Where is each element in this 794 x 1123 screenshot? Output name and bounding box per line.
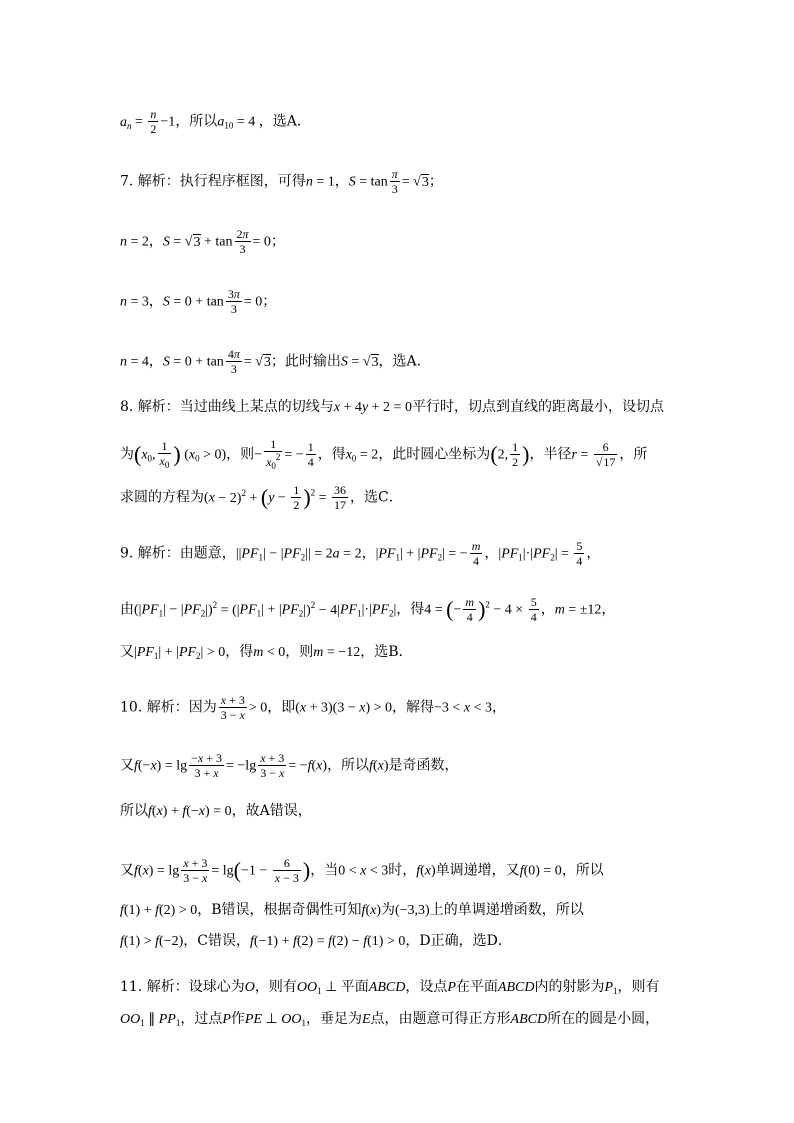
text-segment: ，B错误，根据奇偶性可知 — [197, 902, 362, 918]
text-line: 10. 解析：因为 $\frac{x + 3}{3 - x}$ > 0，即(x + 3)(3 − x) > 0，解得−3 < x < 3， — [120, 693, 506, 722]
text-segment: ，所以 — [561, 862, 604, 879]
text-segment: ； — [270, 233, 285, 250]
text-segment: 又 — [120, 862, 134, 879]
text-line: 又$|PF_1| + |PF_2| > 0$，得m < 0，则m = −12，选B． — [120, 644, 413, 661]
text-segment: 7. 解析：执行程序框图，可得 — [120, 173, 306, 190]
text-segment: 在平面 — [455, 979, 498, 995]
text-segment: ，当 — [310, 862, 339, 879]
text-segment: 为 — [381, 902, 395, 918]
text-segment: ； — [262, 293, 277, 310]
text-segment: ， — [601, 601, 616, 618]
text-segment: ，所以 — [175, 113, 218, 130]
text-line: 为($x_0$, $\frac{1}{x_0}$ ) $(x_0 > 0)$，则− $\frac{1}{x_0^2}$ = − $\frac{1}{4}$ ，得$x_0 = 2$，此时圆心坐标为(2, $\frac{1}{2}$ )，半径r = $\frac{6}{√17}$ ，所 — [120, 437, 648, 471]
text-segment: 单调递增，又 — [435, 862, 520, 879]
text-segment: ，选B． — [360, 644, 413, 660]
text-line: $OO_1$ ∥ $PP_1$，过点P作PE ⊥ $OO_1$，垂足为E点，由题意可得正方形ABCD所在的圆是小圆， — [120, 1011, 660, 1028]
text-segment: 9. 解析：由题意， — [120, 545, 236, 562]
text-segment: ，选A． — [378, 353, 431, 370]
text-line: 又f(x) = lg $\frac{x + 3}{3 - x}$ = lg(−1 − $\frac{6}{x - 3}$ )，当0 < x < 3时，f(x)单调递增，又f(0) = 0，所以 — [120, 856, 604, 885]
text-segment: 是奇函数， — [388, 757, 459, 774]
text-segment: 又 — [120, 644, 134, 660]
text-segment: ， — [586, 545, 601, 562]
text-segment: 11. 解析：设球心为 — [120, 979, 245, 995]
text-segment: 时， — [388, 862, 417, 879]
text-segment: ，解得 — [392, 699, 435, 716]
text-segment: 由 — [120, 601, 134, 618]
text-segment: ，得 — [317, 446, 346, 463]
text-segment: ，D正确，选D． — [405, 933, 512, 949]
text-segment: ，所 — [619, 446, 648, 463]
text-segment: ，则有 — [617, 979, 660, 995]
text-line: 由$(|PF_1| - |PF_2|)^2 = (|PF_1| + |PF_2|)^2 - 4|PF_1|\cdot|PF_2|$，得4 = (− $\frac{m}{4}$ )$^2$ − 4 × $\frac{5}{4}$ ，m = ±12， — [120, 595, 616, 624]
text-segment: ，所以 — [327, 757, 370, 774]
text-line: 7. 解析：执行程序框图，可得n = 1，S = tan $\frac{\pi}{3}$ = √3； — [120, 167, 443, 196]
text-segment: ，得 — [225, 644, 254, 660]
text-line: 又f(−x) = lg $\frac{-x + 3}{3 + x}$ = −lg $\frac{x + 3}{3 - x}$ = −f(x)，所以f(x)是奇函数， — [120, 751, 459, 780]
text-segment: 为 — [120, 446, 134, 463]
text-segment: 又 — [120, 757, 134, 774]
text-segment: ，垂足为 — [305, 1011, 362, 1027]
text-segment: ； — [428, 173, 443, 190]
text-segment: 内的射影为 — [534, 979, 605, 995]
text-segment: ，设点 — [405, 979, 448, 995]
text-segment: ，C错误， — [183, 933, 250, 949]
text-segment: ，故A错误， — [231, 803, 312, 819]
text-segment: ，半径 — [529, 446, 572, 463]
text-line: 9. 解析：由题意，$||PF_1| - |PF_2|| = 2a = 2$，$|PF_1| + |PF_2|$ = − $\frac{m}{4}$ ，$|PF_1|\cdot|PF_2|$ = $\frac{5}{4}$ ， — [120, 539, 601, 568]
text-segment: ，则 — [285, 644, 314, 660]
text-line: 11. 解析：设球心为O，则有$OO_1$ ⊥ 平面ABCD，设点P在平面ABCD内的射影为$P_1$，则有 — [120, 979, 660, 996]
text-segment: 平面 — [340, 979, 369, 995]
text-line: 所以f(x) + f(−x) = 0，故A错误， — [120, 803, 312, 819]
text-segment: 所在的圆是小圆， — [547, 1011, 660, 1027]
text-segment: ，此时圆心坐标为 — [378, 446, 491, 463]
text-line: n = 4，S = 0 + tan $\frac{4\pi}{3}$ = √3；此时输出S = √3，选A． — [120, 347, 431, 376]
text-line: 8. 解析：当过曲线上某点的切线与x + 4y + 2 = 0平行时，切点到直线的距离最小，设切点 — [120, 399, 664, 415]
text-line: f(1) > f(−2)，C错误，f(−1) + f(2) = f(2) − f(1) > 0，D正确，选D． — [120, 933, 512, 949]
text-line: n = 2，S = √3 + tan $\frac{2\pi}{3}$ = 0； — [120, 227, 285, 256]
text-segment: ，选A． — [258, 113, 311, 130]
text-segment: 所以 — [120, 803, 148, 819]
text-line: 求圆的方程为$(x - 2)^2 + (y$ − $\frac{1}{2}$ )$^2$ = $\frac{36}{17}$ ，选C． — [120, 483, 403, 512]
text-segment: 上的单调递增函数，所以 — [429, 902, 584, 918]
text-line: f(1) + f(2) > 0，B错误，根据奇偶性可知f(x)为(−3,3)上的单调递增函数，所以 — [120, 902, 584, 918]
text-segment: 10. 解析：因为 — [120, 699, 217, 716]
text-line: $a_n$ = $\frac{n}{2}$ −1，所以$a_{10} = 4$ ，选A． — [120, 107, 311, 136]
text-segment: 平行时，切点到直线的距离最小，设切点 — [411, 399, 664, 415]
text-segment: ， — [491, 699, 506, 716]
text-line: n = 3，S = 0 + tan $\frac{3\pi}{3}$ = 0； — [120, 287, 277, 316]
text-segment: ，则有 — [254, 979, 297, 995]
text-segment: 点，由题意可得正方形 — [370, 1011, 511, 1027]
text-segment: ，得 — [396, 601, 425, 618]
text-segment: ，过点 — [180, 1011, 223, 1027]
text-segment: ；此时输出 — [270, 353, 341, 370]
text-segment: 求圆的方程为 — [120, 489, 204, 506]
text-segment: 8. 解析：当过曲线上某点的切线与 — [120, 399, 334, 415]
text-segment: ，选C． — [350, 489, 403, 506]
text-segment: ，则 — [226, 446, 255, 463]
text-segment: 作 — [230, 1011, 245, 1027]
text-segment: ，即 — [267, 699, 296, 716]
